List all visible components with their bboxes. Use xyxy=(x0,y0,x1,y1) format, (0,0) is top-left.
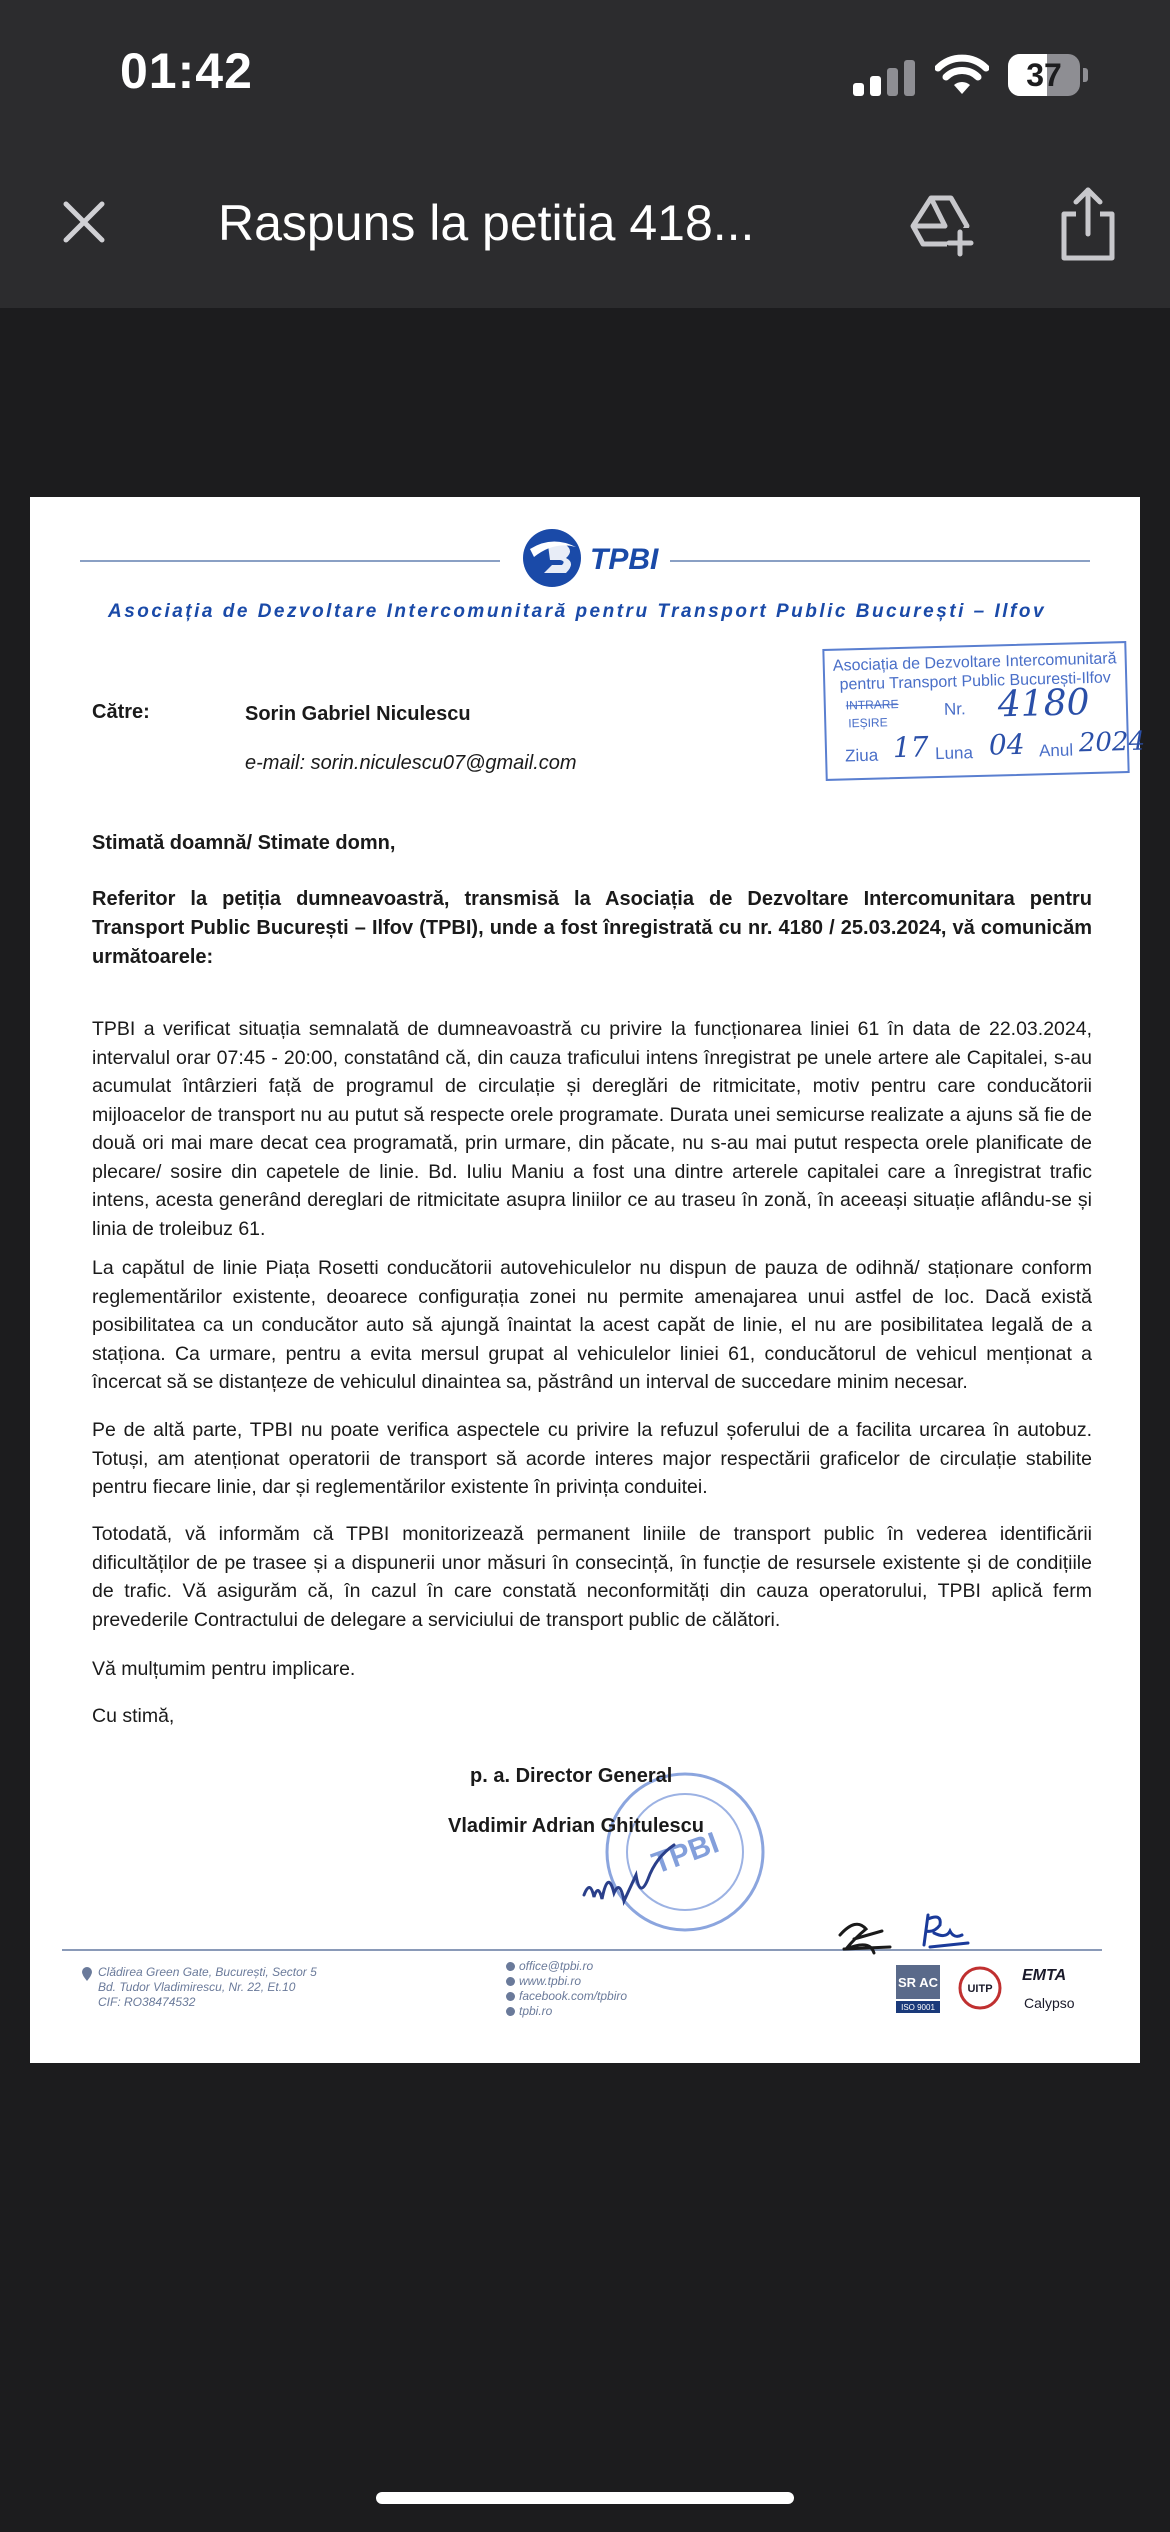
svg-text:UITP: UITP xyxy=(967,1983,993,1995)
header-rule-right xyxy=(670,560,1090,562)
stamp-nr-value: 4180 xyxy=(997,682,1090,726)
add-to-drive-icon[interactable] xyxy=(905,188,977,260)
wifi-icon xyxy=(935,54,989,96)
body-paragraph: TPBI a verificat situația semnalată de dumneavoastră cu privire la funcționarea liniei 61 în data de 22.03.2024, intervalul orar 07:45 - 20:00, constatând că, din cauza traficului intens înregistrat pe unele artere ale Capitalei, s-au acumulat întârzieri față de programul de circulație și dereglări de ritmicitate, motiv pentru care conducătorii mijloacelor de transport nu au putut să respecte orele programate. Durata unei semicurse realizate a ajuns să fie de două ori mai mare decat cea programată, prin urmare, din păcate, nu s-au mai putut respecta orele planificate de plecare/ sosire din capetele de linie. Bd. Iuliu Maniu a fost una dintre arterele capitalei care a înregistrat trafic intens, acesta generând dereglari de ritmicitate asupra liniilor ce au traseu în zonă, în aceeași situație aflându-se și linia de troleibuz 61. xyxy=(92,1018,1092,1240)
location-pin-icon xyxy=(82,1967,92,1981)
instagram-icon xyxy=(506,2007,515,2016)
recipient-name: Sorin Gabriel Niculescu xyxy=(245,703,471,725)
viewer-toolbar xyxy=(0,150,1170,308)
battery-icon xyxy=(1008,54,1088,96)
mail-icon xyxy=(506,1962,515,1971)
stamp-luna-label: Luna xyxy=(934,743,974,764)
stamp-ziua-value: 17 xyxy=(892,730,929,765)
facebook-contact: facebook.com/tpbiro xyxy=(506,1989,627,2004)
thanks-line: Vă mulțumim pentru implicare. xyxy=(92,1658,356,1680)
document-page xyxy=(30,497,1146,2063)
handwritten-signature xyxy=(578,1839,708,1919)
web-contact: www.tpbi.ro xyxy=(506,1974,627,1989)
association-name: Asociația de Dezvoltare Intercomunitară pentru Transport Public București – Ilfov xyxy=(108,601,1047,622)
handwritten-initials xyxy=(830,1909,970,1961)
stamp-anul-value: 2024 xyxy=(1078,726,1146,759)
stamp-header: Asociația de Dezvoltare Intercomunitară pentru Transport Public București-Ilfov xyxy=(832,650,1117,694)
srac-certification-logo xyxy=(896,1965,940,2013)
closing-line: Cu stimă, xyxy=(92,1705,175,1727)
uitp-member-logo xyxy=(958,1963,1002,2013)
home-indicator[interactable] xyxy=(376,2492,794,2504)
globe-icon xyxy=(506,1977,515,1986)
signer-name: Vladimir Adrian Ghitulescu xyxy=(448,1815,704,1837)
document-title: Raspuns la petitia 418... xyxy=(218,195,755,251)
recipient-email: e-mail: sorin.niculescu07@gmail.com xyxy=(245,752,577,774)
emta-logo: EMTA xyxy=(1022,1967,1067,1984)
close-icon[interactable] xyxy=(52,190,116,254)
logo-text: TPBI xyxy=(590,543,659,576)
footer-contacts xyxy=(506,1959,627,2019)
calypso-logo: Calypso xyxy=(1024,1995,1075,2011)
signer-role: p. a. Director General xyxy=(470,1765,673,1787)
body-paragraph: La capătul de linie Piața Rosetti conducătorii autovehiculelor nu dispun de pauza de odihnă/ staționare conform reglementărilor existente, deoarece configurația zonei nu permite amenajarea unui astfel de loc. Dacă există posibilitatea ca un conducător auto să ajungă înaintat la acest capăt de linie, el nu are posibilitatea legală de a staționa. Ca urmare, pentru a evita mersul grupat al vehiculelor liniei 61, conducătorul de vehicul menționat a încercat să se distanțeze de vehiculul dinaintea sa, păstrând un interval de succedare minim necesar. xyxy=(92,1257,1092,1393)
tpbi-logo xyxy=(518,527,668,589)
facebook-icon xyxy=(506,1992,515,2001)
recipient-label: Către: xyxy=(92,701,150,723)
cellular-signal-icon xyxy=(853,60,915,96)
stamp-ziua-label: Ziua xyxy=(844,745,879,766)
status-time: 01:42 xyxy=(120,43,253,99)
registration-stamp xyxy=(822,641,1146,781)
battery-percent: 37 xyxy=(1026,57,1062,93)
seal-text: TPBI xyxy=(647,1826,724,1881)
stamp-intrare: INTRARE xyxy=(845,697,899,713)
tpbi-logo-mark xyxy=(518,527,586,589)
share-icon[interactable] xyxy=(1052,184,1124,264)
stamp-anul-label: Anul xyxy=(1038,740,1074,761)
stamp-luna-value: 04 xyxy=(988,727,1025,762)
header-rule-left xyxy=(80,560,500,562)
social-contact: tpbi.ro xyxy=(506,2004,627,2019)
footer-address: Clădirea Green Gate, București, Sector 5 Bd. Tudor Vladimirescu, Nr. 22, Et.10 CIF: RO38474532 xyxy=(82,1965,317,2010)
body-paragraph: Totodată, vă informăm că TPBI monitorizează permanent liniile de transport public în vederea identificării dificultăților de pe trasee și a dispunerii unor măsuri în consecință, în funcție de resursele existente și de condițiile de trafic. Vă asigurăm că, în cazul în care constată neconformități din cauza operatorului, TPBI aplică ferm prevederile Contractului de delegare a serviciului de transport public de călători. xyxy=(92,1523,1092,1631)
stamp-iesire: IEȘIRE xyxy=(848,715,888,731)
reference-paragraph: Referitor la petiția dumneavoastră, transmisă la Asociația de Dezvoltare Intercomunitara pentru Transport Public București – Ilfov (TPBI), unde a fost înregistrată cu nr. 4180 / 25.03.2024, vă comunicăm următoarele: xyxy=(92,888,1092,968)
greeting: Stimată doamnă/ Stimate domn, xyxy=(92,832,396,854)
body-paragraph: Pe de altă parte, TPBI nu poate verifica aspectele cu privire la refuzul șoferului de a facilita urcarea în autobuz. Totuși, am atenționat operatorii de transport să acorde interes major respectării graficelor de circulație stabilite pentru fiecare linie, dar și reglementărilor existente în privința conduitei. xyxy=(92,1419,1092,1498)
status-bar xyxy=(0,0,1170,150)
stamp-nr-label: Nr. xyxy=(943,699,966,719)
email-contact: office@tpbi.ro xyxy=(506,1959,627,1974)
svg-text:SR AC: SR AC xyxy=(898,1975,938,1990)
svg-text:ISO 9001: ISO 9001 xyxy=(901,2003,935,2012)
